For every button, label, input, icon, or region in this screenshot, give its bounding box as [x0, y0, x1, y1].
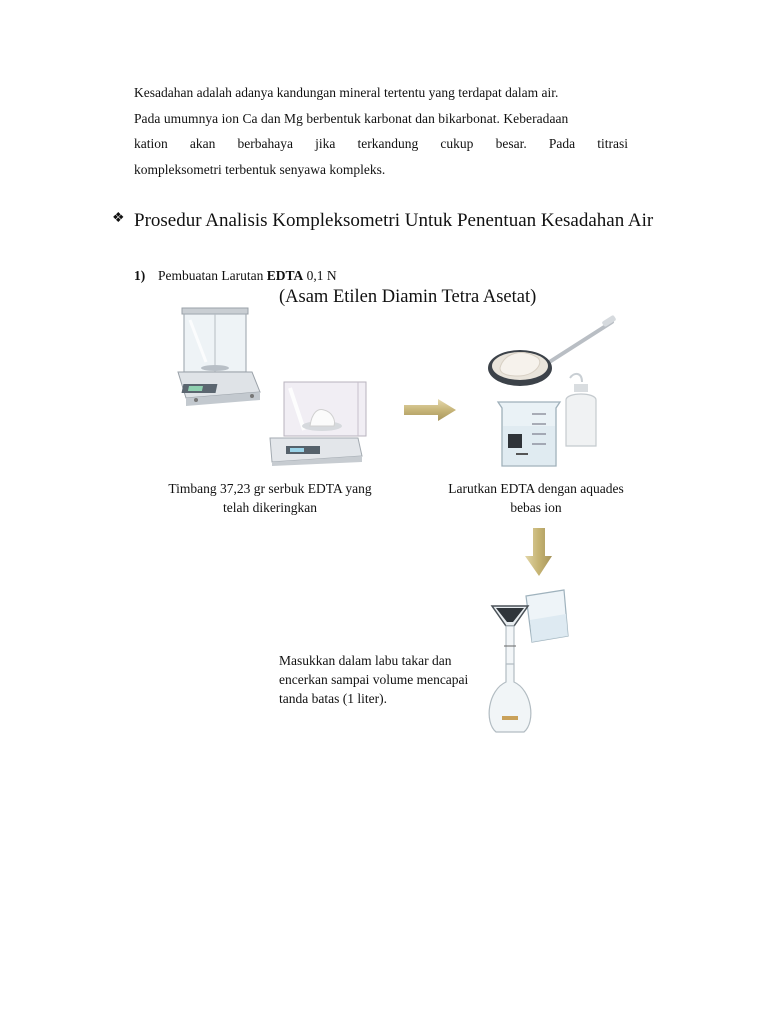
intro-paragraph [134, 80, 628, 182]
arrow-down-icon [524, 528, 552, 576]
volumetric-flask-funnel-icon [486, 586, 572, 736]
step-title-bold: EDTA [266, 268, 304, 283]
intro-line-2: Pada umumnya ion Ca dan Mg berbentuk karbonat dan bikarbonat. Keberadaan [134, 110, 569, 126]
section-heading: Prosedur Analisis Kompleksometri Untuk Penentuan Kesadahan Air [134, 210, 654, 231]
caption-weigh: Timbang 37,23 gr serbuk EDTA yang telah dikeringkan [168, 481, 372, 515]
step-title-prefix: Pembuatan Larutan [158, 268, 267, 283]
diamond-bullet-icon: ❖ [112, 211, 125, 226]
caption-dilute: Masukkan dalam labu takar dan encerkan sampai volume mencapai tanda batas (1 liter). [279, 653, 469, 706]
intro-line-3: kation akan berbahaya jika terkandung cukup besar. Pada titrasi [134, 136, 628, 151]
balance-with-powder-icon [270, 382, 366, 466]
caption-dissolve: Larutkan EDTA dengan aquades bebas ion [448, 481, 624, 515]
step-title [158, 268, 337, 284]
step-subtitle: (Asam Etilen Diamin Tetra Asetat) [279, 287, 537, 307]
step-title-suffix: 0,1 N [303, 268, 337, 283]
intro-line-1: Kesadahan adalah adanya kandungan mineral tertentu yang terdapat dalam air. [134, 85, 559, 100]
analytical-balance-icon [176, 306, 264, 416]
arrow-right-icon [404, 398, 456, 422]
step-number: 1) [134, 268, 146, 283]
intro-line-4: kompleksometri terbentuk senyawa kompleks. [134, 161, 386, 177]
beaker-and-wash-bottle-icon [486, 316, 620, 470]
